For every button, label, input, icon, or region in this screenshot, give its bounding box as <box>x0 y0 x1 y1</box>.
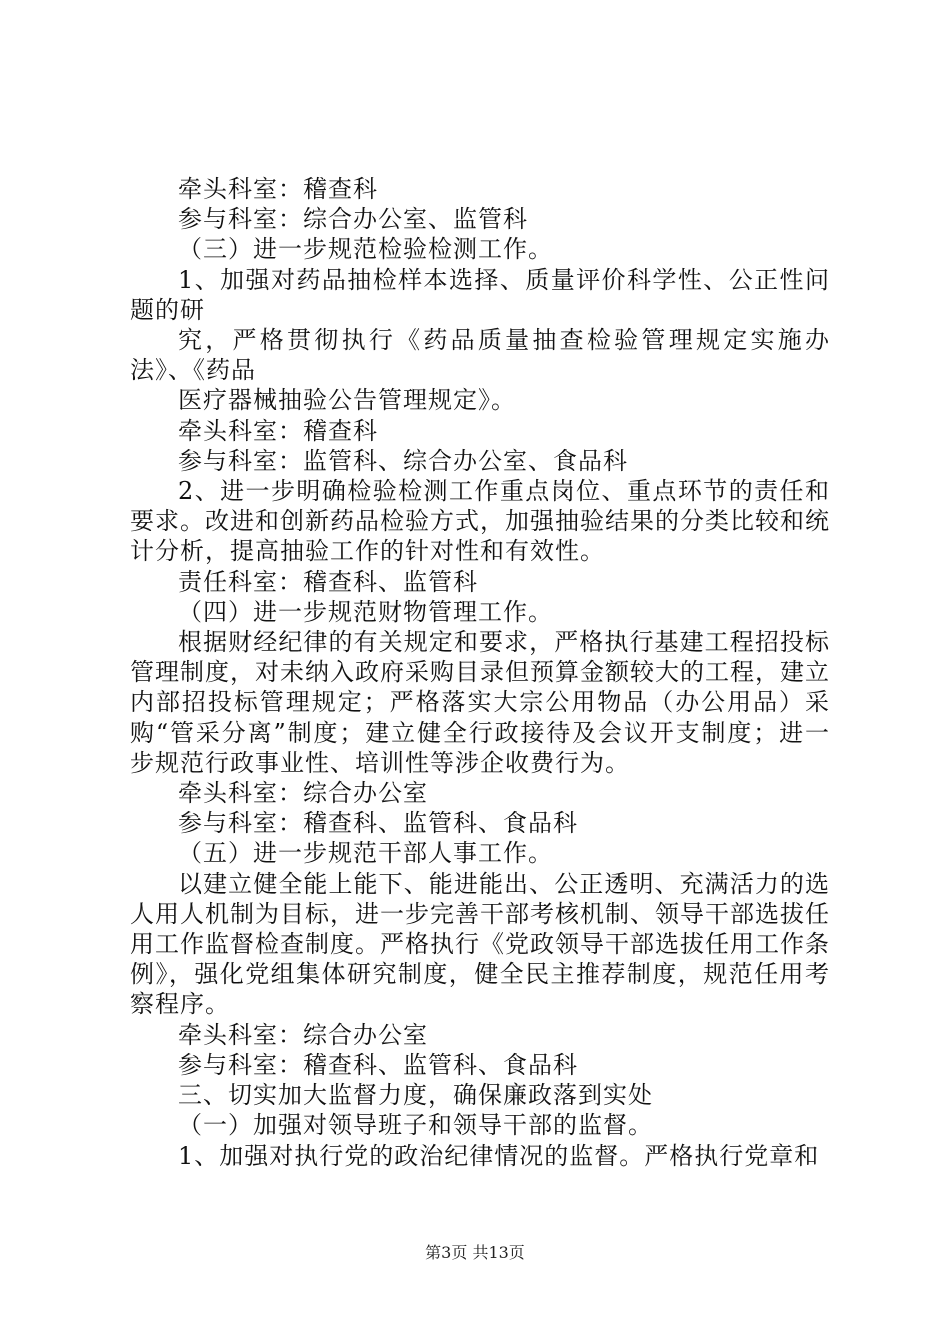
paragraph-item-1-supervision: 1、加强对执行党的政治纪律情况的监督。严格执行党章和 <box>178 1141 820 1170</box>
paragraph-finance: 根据财经纪律的有关规定和要求，严格执行基建工程招投标管理制度，对未纳入政府采购目录但预算金额较大的工程，建立内部招投标管理规定；严格落实大宗公用物品（办公用品）采购“管采分离”制度；建立健全行政接待及会议开支制度；进一步规范行政事业性、培训性等涉企收费行为。 <box>130 628 830 777</box>
paragraph-responsible-offices: 责任科室：稽查科、监管科 <box>178 567 478 596</box>
paragraph-lead-office: 牵头科室：综合办公室 <box>178 779 428 808</box>
paragraph-personnel: 以建立健全能上能下、能进能出、公正透明、充满活力的选人用人机制为目标，进一步完善干部考核机制、领导干部选拔任用工作监督检查制度。严格执行《党政领导干部选拔任用工作条例》，强化党组集体研究制度，健全民主推荐制度，规范任用考察程序。 <box>130 869 830 1019</box>
paragraph-lead-office: 牵头科室：综合办公室 <box>178 1020 428 1049</box>
paragraph-participating-offices: 参与科室：综合办公室、监管科 <box>178 205 528 234</box>
section-heading-4: （四）进一步规范财物管理工作。 <box>178 597 553 626</box>
paragraph-item-1: 1、加强对药品抽检样本选择、质量评价科学性、公正性问题的研 <box>130 265 830 324</box>
section-heading-1: （一）加强对领导班子和领导干部的监督。 <box>178 1111 653 1140</box>
paragraph-participating-offices: 参与科室：稽查科、监管科、食品科 <box>178 1050 578 1079</box>
paragraph-participating-offices: 参与科室：稽查科、监管科、食品科 <box>178 809 578 838</box>
paragraph-participating-offices: 参与科室：监管科、综合办公室、食品科 <box>178 446 628 475</box>
paragraph-item-1-continued: 究，严格贯彻执行《药品质量抽查检验管理规定实施办法》、《药品 <box>130 326 830 385</box>
chapter-heading-3: 三、切实加大监督力度，确保廉政落到实处 <box>178 1081 653 1110</box>
section-heading-5: （五）进一步规范干部人事工作。 <box>178 839 553 868</box>
section-heading-3: （三）进一步规范检验检测工作。 <box>178 235 553 264</box>
paragraph-item-1-end: 医疗器械抽验公告管理规定》。 <box>178 386 516 415</box>
paragraph-item-2: 2、进一步明确检验检测工作重点岗位、重点环节的责任和要求。改进和创新药品检验方式，加强抽验结果的分类比较和统计分析，提高抽验工作的针对性和有效性。 <box>130 477 830 566</box>
paragraph-lead-office: 牵头科室：稽查科 <box>178 416 378 445</box>
document-body <box>130 174 830 1171</box>
paragraph-lead-office: 牵头科室：稽查科 <box>178 175 378 203</box>
page-footer: 第3页 共13页 <box>425 1243 525 1262</box>
